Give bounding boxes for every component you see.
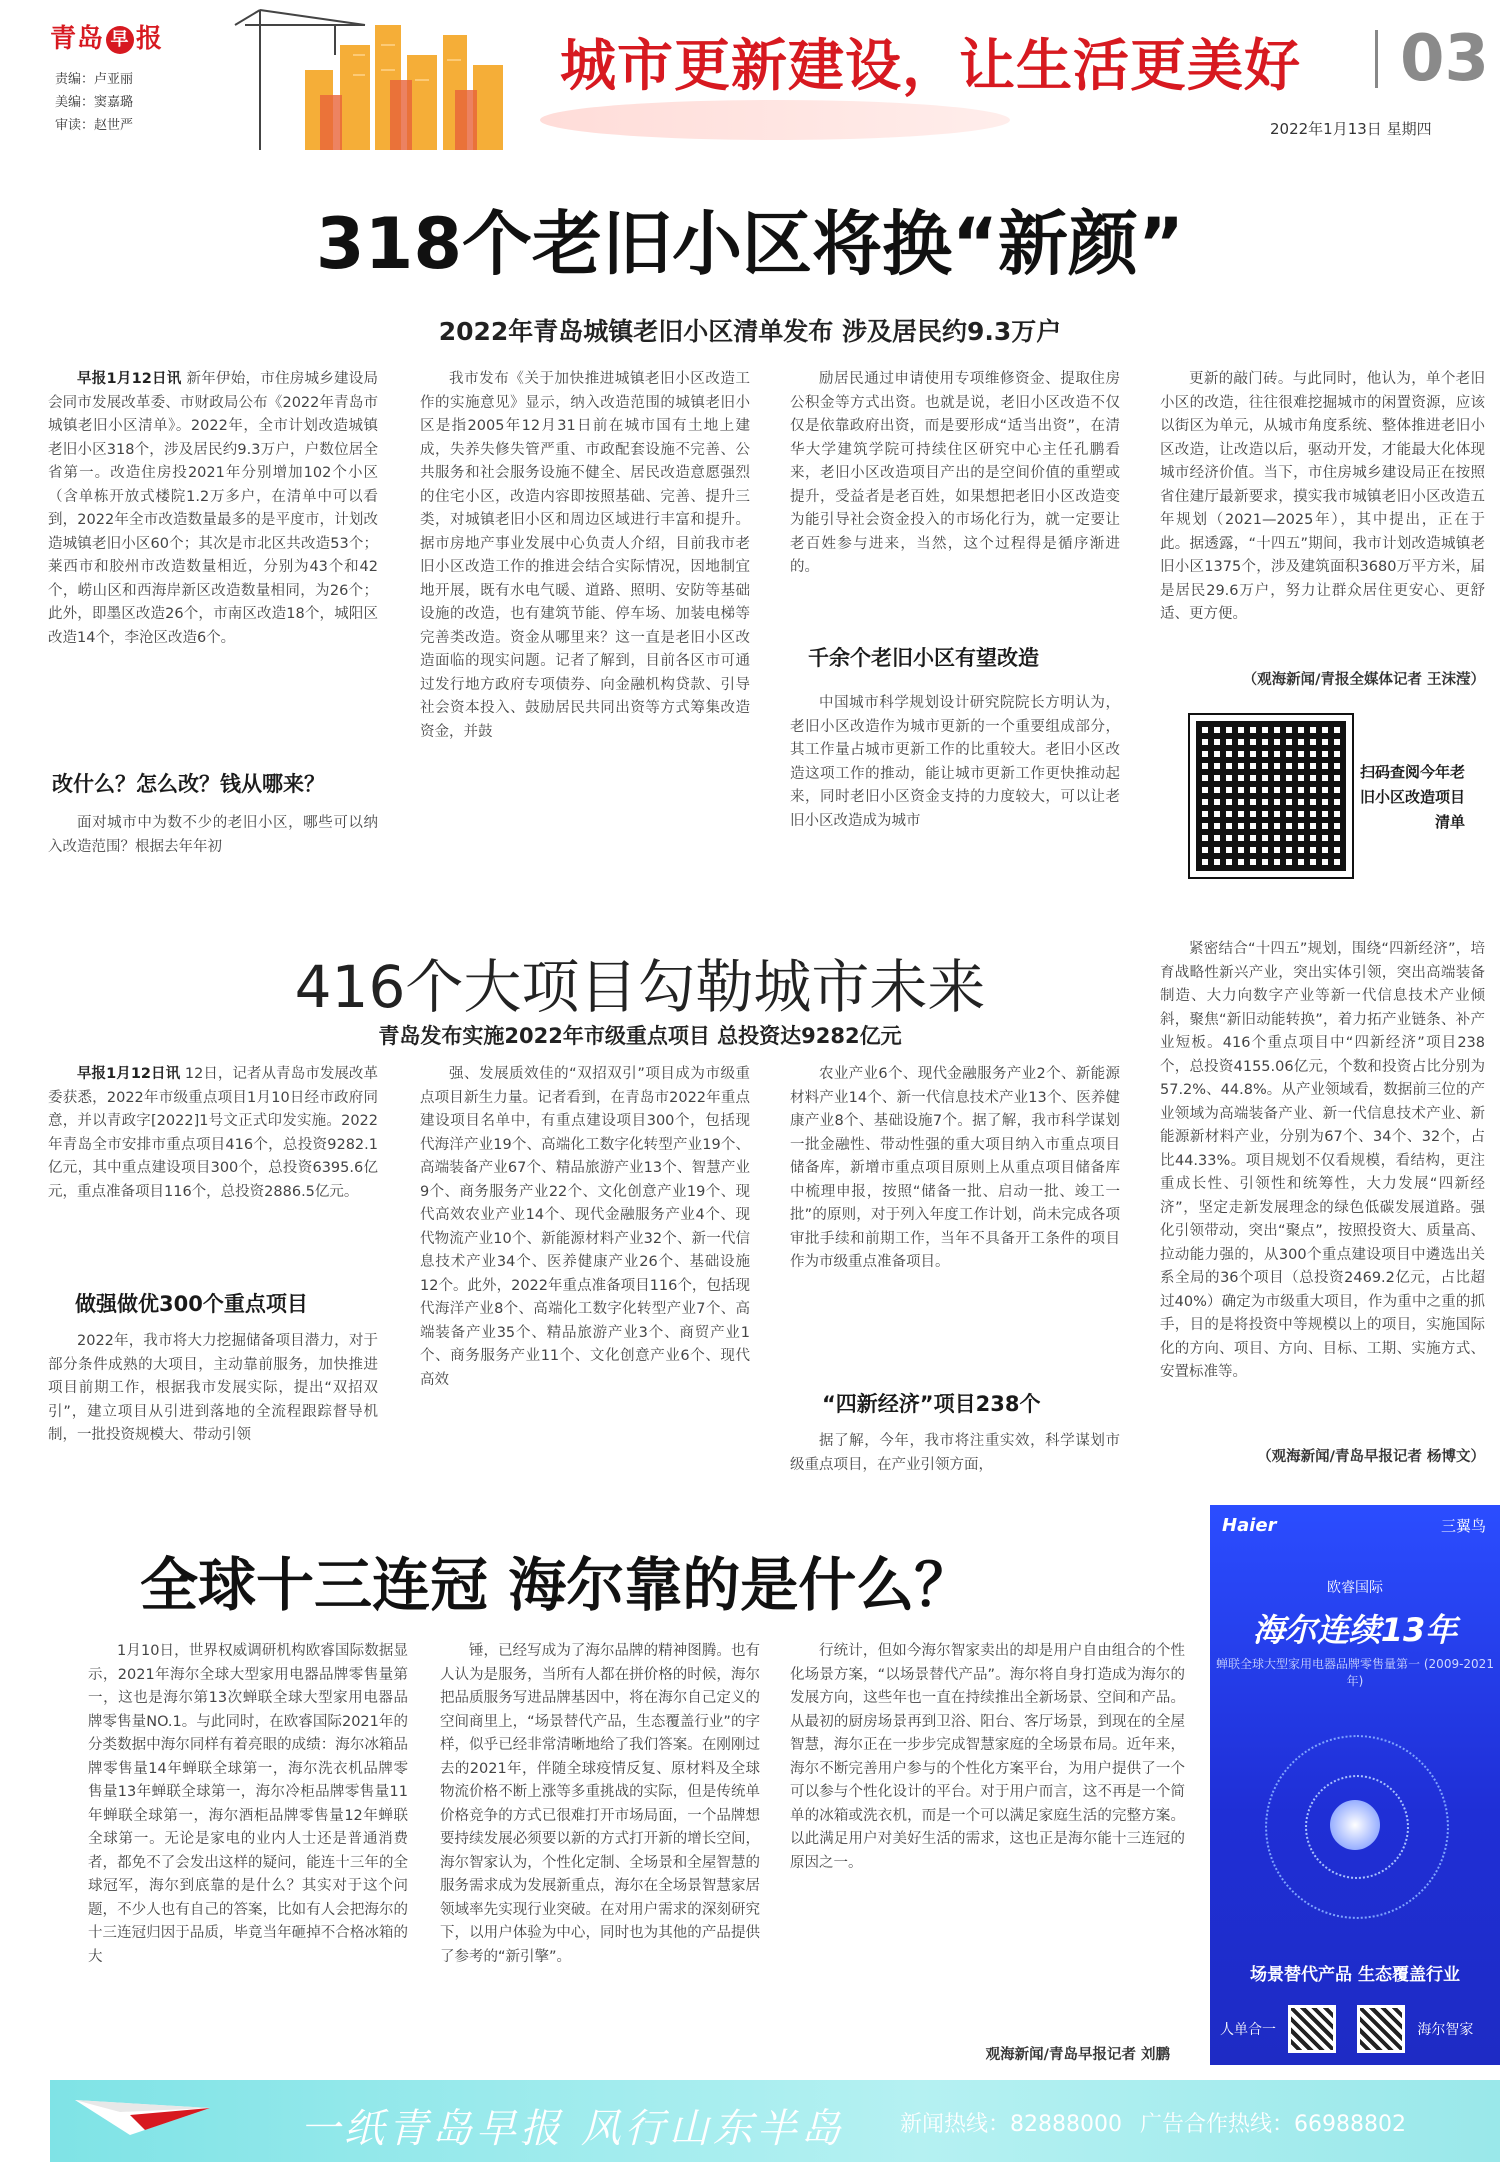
qr-code[interactable]: [1190, 715, 1352, 877]
story3-byline: 观海新闻/青岛早报记者 刘鹏: [985, 2047, 1170, 2063]
page-number-divider: [1375, 30, 1378, 88]
story3-column-3: 行统计，但如今海尔智家卖出的却是用户自由组合的个性化场景方案，“以场景替代产品”。海尔将自身打造成为海尔的发展方向，这些年也一直在持续推出全新场景、空间和产品。从最初的厨房场景再到卫浴、阳台、客厅场景，到现在的全屋智慧，海尔正在一步步完成智慧家庭的全场景布局。近年来，海尔不断完善用户参与的个性化方案平台，为用户提供了一个可以参与个性化设计的平台。对于用户而言，这不再是一个简单的冰箱或洗衣机，而是一个可以满足家庭生活的完整方案。以此满足用户对美好生活的需求，这也正是海尔能十三连冠的原因之一。: [790, 1643, 1185, 1871]
editor-line: 审读：赵世严: [55, 118, 134, 133]
story1-subhead: 2022年青岛城镇老旧小区清单发布 涉及居民约9.3万户: [438, 317, 1062, 346]
story3-column-1: 1月10日，世界权威调研机构欧睿国际数据显示，2021年海尔全球大型家用电器品牌零售量第一，这也是海尔第13次蝉联全球大型家用电器品牌零售量NO.1。与此同时，在欧睿国际2021年的分类数据中海尔同样有着亮眼的成绩：海尔冰箱品牌零售量14年蝉联全球第一，海尔洗衣机品牌零售量13年蝉联全球第一，海尔冷柜品牌零售量11年蝉联全球第一，海尔酒柜品牌零售量12年蝉联全球第一。无论是家电的业内人士还是普通消费者，都免不了会发出这样的疑问，能连十三年的全球冠军，海尔到底靠的是什么？其实对于这个问题，不少人也有自己的答案，比如有人会把海尔的十三连冠归因于品质，毕竟当年砸掉不合格冰箱的大: [88, 1643, 408, 1965]
ad-description: 蝉联全球大型家用电器品牌零售量第一 (2009-2021年): [1216, 1657, 1494, 1688]
footer-news-hotline: 新闻热线：82888000: [900, 2112, 1122, 2137]
story2-lead: 早报1月12日讯: [77, 1066, 181, 1082]
story1-column-4: 更新的敲门砖。与此同时，他认为，单个老旧小区的改造，往往很难挖掘城市的闲置资源，应该以街区为单元，从城市角度系统、整体推进老旧小区改造，让改造以后，驱动开发，才能最大化体现城市经济价值。当下，市住房城乡建设局正在按照省住建厅最新要求，摸实我市城镇老旧小区改造五年规划（2021—2025年），其中提出，正在于此。据透露，“十四五”期间，我市计划改造城镇老旧小区1375个，涉及建筑面积3680万平方米，届是居民29.6万户，努力让群众居住更安心、更舒适、更方便。: [1160, 371, 1485, 622]
story2-section-heading-2: “四新经济”项目238个: [822, 1392, 1041, 1416]
story3-headline: 全球十三连冠 海尔靠的是什么？: [140, 1551, 973, 1619]
ad-slogan: 场景替代产品 生态覆盖行业: [1250, 1965, 1460, 1985]
story2-column-1: [48, 1063, 378, 1259]
ad-center-orb: [1330, 1800, 1380, 1850]
issue-date: 2022年1月13日 星期四: [1270, 120, 1432, 138]
ad-bottom-left-label: 人单合一: [1220, 2022, 1276, 2038]
ad-bottom-right-label: 海尔智家: [1417, 2022, 1474, 2038]
story2-subhead: 青岛发布实施2022年市级重点项目 总投资达9282亿元: [378, 1024, 902, 1048]
story1-lead: 早报1月12日讯: [77, 371, 182, 387]
story2-headline: 416个大项目勾勒城市未来: [294, 953, 986, 1021]
ad-brand-haier: Haier: [1222, 1515, 1277, 1536]
story2-column-3: 农业产业6个、现代金融服务产业2个、新能源材料产业14个、新一代信息技术产业13个、医养健康产业8个、基础设施7个。据了解，我市科学谋划一批金融性、带动性强的重大项目纳入市重点项目储备库，新增市重点项目原则上从重点项目储备库中梳理申报，按照“储备一批、启动一批、竣工一批”的原则，对于列入年度工作计划，尚未完成各项审批手续和前期工作，当年不具备开工条件的项目作为市级重点准备项目。: [790, 1066, 1120, 1270]
story1-headline: 318个老旧小区将换“新颜”: [315, 203, 1185, 285]
story1-column-3: 励居民通过申请使用专项维修资金、提取住房公积金等方式出资。也就是说，老旧小区改造不仅仅是依靠政府出资，而是要形成“适当出资”，在清华大学建筑学院可持续住区研究中心主任孔鹏看来，老旧小区改造项目产出的是空间价值的重塑或提升，受益者是老百姓，如果想把老旧小区改造变为能引导社会资金投入的市场化行为，就一定要让老百姓参与进来，当然，这个过程得是循序渐进的。: [790, 371, 1120, 575]
story1-col1-text: 新年伊始，市住房城乡建设局会同市发展改革委、市财政局公布《2022年青岛市城镇老旧小区清单》。2022年，全市计划改造城镇老旧小区318个，涉及居民约9.3万户，户数位居全省第一。改造住房投2021年分别增加102个小区（含单栋开放式楼院1.2万多户，在清单中可以看到，2022年全市改造数量最多的是平度市，计划改造城镇老旧小区60个；其次是市北区共改造53个；莱西市和胶州市改造数量相近，分别为43个和42个，崂山区和西海岸新区改造数量相同，为26个；此外，即墨区改造26个，市南区改造18个，城阳区改造14个，李沧区改造6个。: [48, 371, 378, 646]
editor-line: 责编：卢亚丽: [55, 72, 134, 87]
story2-column-2: 强、发展质效佳的“双招双引”项目成为市级重点项目新生力量。记者看到，在青岛市2022年重点建设项目名单中，有重点建设项目300个，包括现代海洋产业19个、高端化工数字化转型产业19个、高端装备产业67个、精品旅游产业13个、智慧产业9个、商务服务产业22个、文化创意产业19个、现代高效农业产业14个、现代金融服务产业4个、现代物流产业10个、新能源材料产业32个、新一代信息技术产业34个、医养健康产业26个、基础设施12个。此外，2022年重点准备项目116个，包括现代海洋产业8个、高端化工数字化转型产业7个、高端装备产业35个、精品旅游产业3个、商贸产业1个、商务服务产业11个、文化创意产业6个、现代高效: [420, 1066, 750, 1388]
newspaper-logo: 青岛 早 报: [50, 24, 164, 54]
paper-plane-icon: [70, 2080, 220, 2140]
story3-column-2: 锤，已经写成为了海尔品牌的精神图腾。也有人认为是服务，当所有人都在拼价格的时候，海尔把品质服务写进品牌基因中，将在海尔自己定义的空间商里上，“场景替代产品，生态覆盖行业”的字样，似乎已经非常清晰地给了我们答案。在刚刚过去的2021年，伴随全球疫情反复、原材料及全球物流价格不断上涨等多重挑战的实际，但是传统单价格竞争的方式已很难打开市场局面，一个品牌想要持续发展必须要以新的方式打开新的增长空间，海尔智家认为，个性化定制、全场景和全屋智慧的服务需求成为发展新重点，海尔在全场景智慧家居领域率先实现行业突破。在对用户需求的深刻研究下，以用户体验为中心，同时也为其他的产品提供了参考的“新引擎”。: [440, 1643, 760, 1965]
story1-column-3b: 中国城市科学规划设计研究院院长方明认为，老旧小区改造作为城市更新的一个重要组成部分，其工作量占城市更新工作的比重较大。老旧小区改造这项工作的推动，能让城市更新工作更快推动起来，同时老旧小区资金支持的力度较大，可以让老旧小区改造成为城市: [790, 695, 1120, 829]
story2-col1-text: 12日，记者从青岛市发展改革委获悉，2022年市级重点项目1月10日经市政府同意，并以青政字[2022]1号文正式印发实施。2022年青岛全市安排市重点项目416个，总投资9282.1亿元，其中重点建设项目300个，总投资6395.6亿元，重点准备项目116个，总投资2886.5亿元。: [48, 1066, 378, 1200]
editor-credits: [55, 68, 133, 137]
crane-skyline-illustration: [215, 0, 545, 150]
ad-source: 欧睿国际: [1327, 1580, 1383, 1596]
story1-column-1b: 面对城市中为数不少的老旧小区，哪些可以纳入改造范围？根据去年年初: [48, 815, 378, 855]
ad-title: 海尔连续13年: [1252, 1611, 1458, 1649]
ad-qr-code-2[interactable]: [1357, 2005, 1405, 2053]
story1-column-1: [48, 368, 378, 756]
page-number: 03: [1400, 22, 1490, 96]
story2-byline: （观海新闻/青岛早报记者 杨博文）: [1257, 1449, 1485, 1465]
page-banner-title: 城市更新建设，让生活更美好: [560, 34, 1301, 99]
story1-section-heading-1: 改什么？怎么改？钱从哪来？: [52, 772, 325, 796]
haier-advertisement[interactable]: [1210, 1505, 1500, 2065]
story1-column-2: 我市发布《关于加快推进城镇老旧小区改造工作的实施意见》显示，纳入改造范围的城镇老旧小区是指2005年12月31日前在城市国有土地上建成，失养失修失管严重、市政配套设施不完善、公共服务和社会服务设施不健全、居民改造意愿强烈的住宅小区，改造内容即按照基础、完善、提升三类，对城镇老旧小区和周边区域进行丰富和提升。据市房地产事业发展中心负责人介绍，目前我市老旧小区改造工作的推进会结合实际情况，因地制宜地开展，既有水电气暖、道路、照明、安防等基础设施的改造，也有建筑节能、停车场、加装电梯等完善类改造。资金从哪里来？这一直是老旧小区改造面临的现实问题。记者了解到，目前各区市可通过发行地方政府专项债券、向金融机构贷款、引导社会资本投入、鼓励居民共同出资等方式筹集改造资金，并鼓: [420, 371, 750, 740]
story2-section-heading-1: 做强做优300个重点项目: [75, 1292, 308, 1316]
editor-line: 美编：窦嘉璐: [55, 95, 134, 110]
story2-column-4: 紧密结合“十四五”规划，围绕“四新经济”，培育战略性新兴产业，突出实体引领，突出高端装备制造、大力向数字产业等新一代信息技术产业倾斜，聚焦“新旧动能转换”，着力拓产业链条、补产业短板。416个重点项目中“四新经济”项目238个，总投资4155.06亿元，个数和投资占比分别为57.2%、44.8%。从产业领域看，数据前三位的产业领域为高端装备产业、新一代信息技术产业、新能源新材料产业，分别为67个、34个、32个，占比44.33%。项目规划不仅看规模，看结构，更注重成长性、引领性和统筹性，大力发展“四新经济”，坚定走新发展理念的绿色低碳发展道路。强化引领带动，突出“聚点”，按照投资大、质量高、拉动能力强的，从300个重点建设项目中遴选出关系全局的36个项目（总投资2469.2亿元，占比超过40%）确定为市级重大项目，作为重中之重的抓手，目的是将投资中等规模以上的项目，实施国际化的方向、项目、方向、目标、工期、实施方式、安置标准等。: [1160, 941, 1485, 1380]
story1-section-heading-2: 千余个老旧小区有望改造: [808, 646, 1039, 670]
story1-byline: （观海新闻/青报全媒体记者 王沫滢）: [1242, 672, 1485, 688]
ad-brand-sanyiniao: 三翼鸟: [1440, 1517, 1486, 1535]
logo-badge: 早: [106, 26, 134, 54]
story2-column-1b: 2022年，我市将大力挖掘储备项目潜力，对于部分条件成熟的大项目，主动靠前服务，加快推进项目前期工作，根据我市发展实际，提出“双招双引”，建立项目从引进到落地的全流程跟踪督导机制，一批投资规模大、带动引领: [48, 1333, 378, 1443]
banner-arc: [540, 100, 1010, 140]
footer-ad-hotline: 广告合作热线：66988802: [1140, 2112, 1406, 2137]
ad-bottom-row: [1220, 2005, 1473, 2053]
qr-caption: 扫码查阅今年老旧小区改造项目清单: [1360, 763, 1466, 831]
story2-column-3b: 据了解，今年，我市将注重实效，科学谋划市级重点项目，在产业引领方面，: [790, 1433, 1120, 1473]
ad-qr-code-1[interactable]: [1288, 2005, 1336, 2053]
footer-slogan: 一纸青岛早报 风行山东半岛: [300, 2106, 845, 2152]
